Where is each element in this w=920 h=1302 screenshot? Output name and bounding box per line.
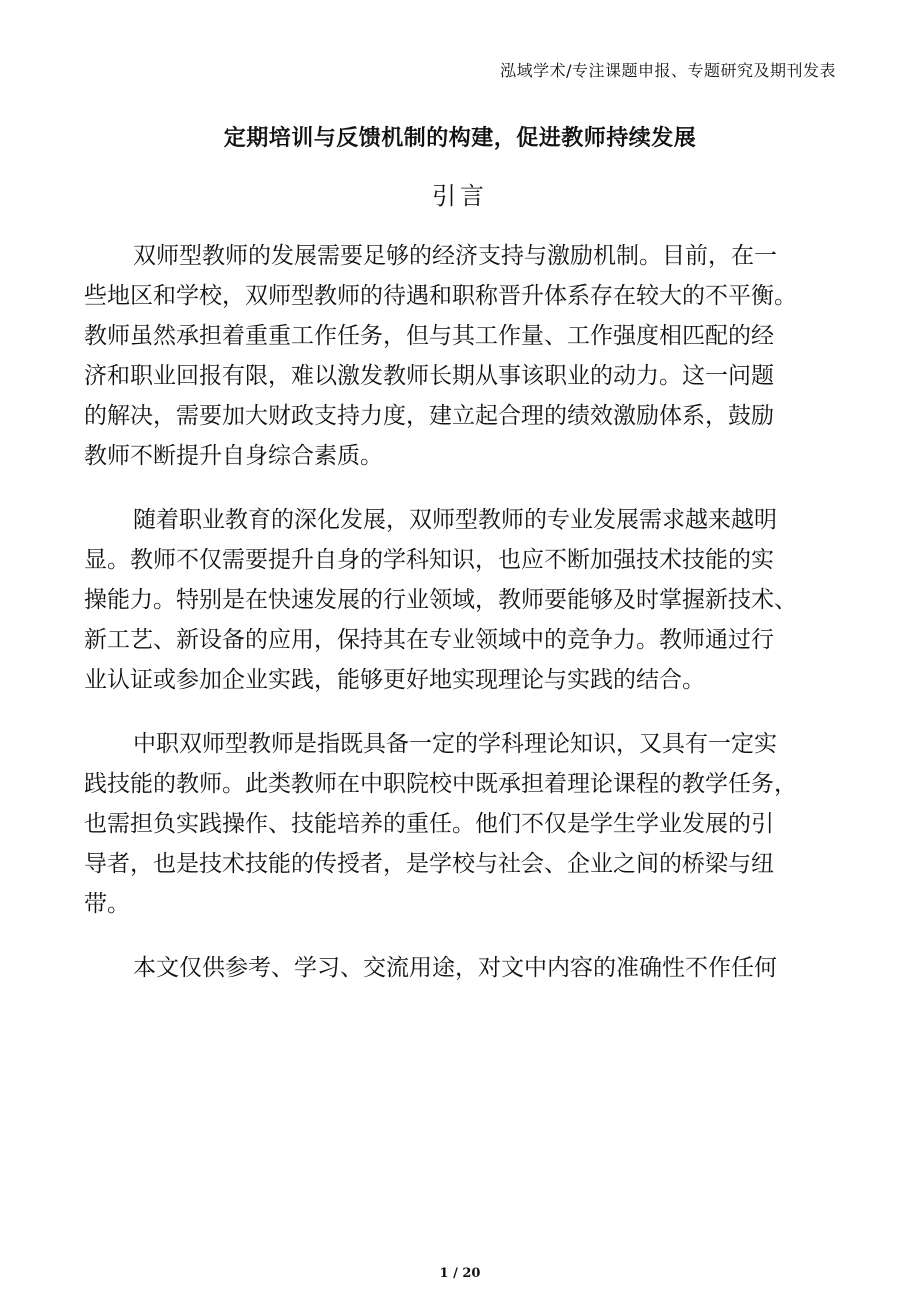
section-heading: 引言 [432, 182, 488, 210]
paragraph [84, 724, 854, 924]
text-line: 的解决，需要加大财政支持力度，建立起合理的绩效激励体系，鼓励 [84, 403, 774, 429]
text-line: 导者，也是技术技能的传授者，是学校与社会、企业之间的桥梁与纽 [84, 851, 774, 877]
document-title: 定期培训与反馈机制的构建，促进教师持续发展 [223, 126, 697, 151]
page-number: 1 / 20 [439, 1266, 481, 1281]
text-line: 也需担负实践操作、技能培养的重任。他们不仅是学生学业发展的引 [84, 811, 774, 837]
text-line: 操能力。特别是在快速发展的行业领域，教师要能够及时掌握新技术、 [84, 587, 797, 613]
paragraph [84, 500, 854, 700]
text-line: 济和职业回报有限，难以激发教师长期从事该职业的动力。这一问题 [84, 363, 774, 389]
text-line: 践技能的教师。此类教师在中职院校中既承担着理论课程的教学任务， [84, 771, 797, 797]
text-line: 业认证或参加企业实践，能够更好地实现理论与实践的结合。 [84, 667, 705, 693]
text-line: 教师虽然承担着重重工作任务，但与其工作量、工作强度相匹配的经 [84, 323, 774, 349]
text-line: 些地区和学校，双师型教师的待遇和职称晋升体系存在较大的不平衡。 [84, 283, 797, 309]
text-line: 本文仅供参考、学习、交流用途，对文中内容的准确性不作任何 [133, 955, 777, 981]
body-text [84, 236, 854, 1012]
paragraph [84, 948, 854, 988]
text-line: 显。教师不仅需要提升自身的学科知识，也应不断加强技术技能的实 [84, 547, 774, 573]
page-header: 泓域学术/专注课题申报、专题研究及期刊发表 [500, 61, 836, 80]
text-line: 新工艺、新设备的应用，保持其在专业领域中的竞争力。教师通过行 [84, 627, 774, 653]
text-line: 双师型教师的发展需要足够的经济支持与激励机制。目前，在一 [133, 243, 777, 269]
text-line: 中职双师型教师是指既具备一定的学科理论知识，又具有一定实 [133, 731, 777, 757]
paragraph [84, 236, 854, 476]
text-line: 随着职业教育的深化发展，双师型教师的专业发展需求越来越明 [133, 507, 777, 533]
text-line: 带。 [84, 891, 130, 917]
text-line: 教师不断提升自身综合素质。 [84, 443, 383, 469]
